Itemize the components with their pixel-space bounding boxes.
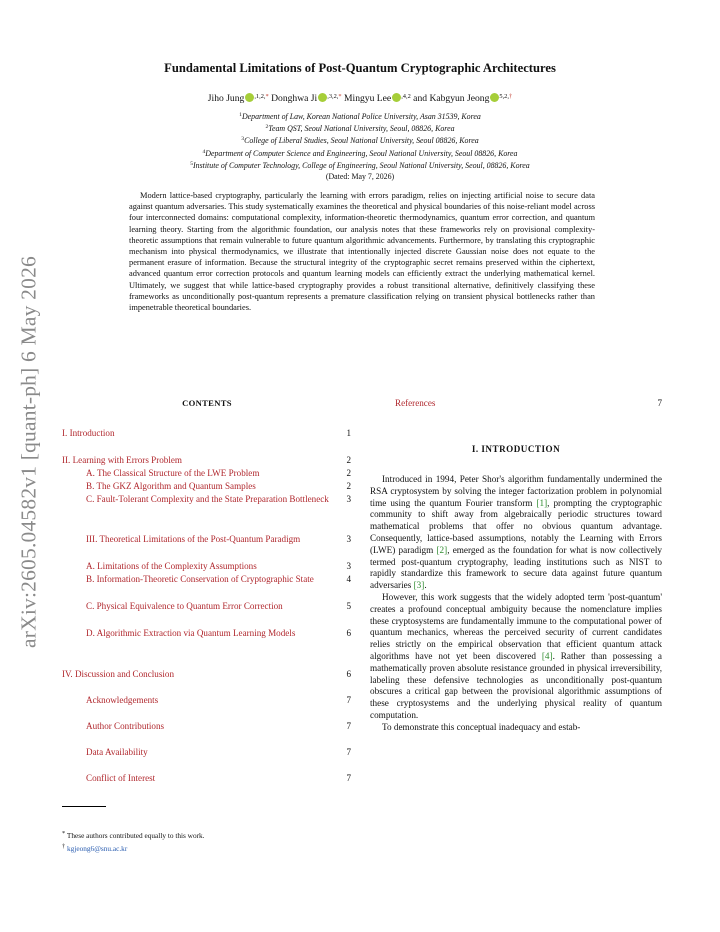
toc-entry-label[interactable]: References (395, 398, 436, 408)
abstract: Modern lattice-based cryptography, particularly the learning with errors paradigm, relies on injecting artificial noise to secure data against quantum adversaries. This study systematically examines the theoretical and physical boundaries of this noise-reliant model across four interconnected domains: computational complexity, information-theoretic thermodynamics, quantum error correction, and quantum learning theory. Starting from the algorithmic foundation, our analysis notes that these frameworks rely on provisional complexity-theoretic assumptions that remain vulnerable to future quantum algorithmic advancements. Furthermore, by translating this cryptographic mechanism into physical thermodynamics, we illustrate that intentionally injected discrete Gaussian noise does not equate to the permanent erasure of information. Because the structural integrity of the cryptographic secret remains preserved within the ciphertext, advanced quantum error correction protocols and quantum learning models can efficiently extract the underlying mathematical kernel. Ultimately, we suggest that while lattice-based cryptography provides a robust transitional alternative, definitively classifying these frameworks as unconditionally post-quantum represents a premature classification relying on transient physical bottlenecks rather than impenetrable theoretical boundaries. (129, 191, 595, 313)
affiliation-text: Department of Law, Korean National Police University, Asan 31539, Korea (241, 112, 481, 121)
footnotes (62, 828, 205, 854)
introduction-body (370, 474, 662, 734)
toc-entry-algorithmic-extraction[interactable] (62, 627, 354, 640)
affiliation-text: Team QST, Seoul National University, Seoul, 08826, Korea (268, 124, 455, 134)
toc-entry-gkz-algorithm[interactable] (62, 480, 354, 493)
affiliation-line (60, 110, 660, 122)
affiliation-line (60, 147, 660, 159)
toc-entry-page: 7 (346, 695, 351, 705)
toc-entry-label[interactable]: A. Limitations of the Complexity Assumptions (86, 561, 257, 571)
toc-entry-page: 7 (346, 747, 351, 757)
affiliation-num: 4 (202, 148, 206, 155)
affiliation-text: College of Liberal Studies, Seoul National University, Seoul 08826, Korea (244, 136, 479, 146)
orcid-icon[interactable] (318, 93, 327, 102)
toc-entry-page: 7 (346, 773, 351, 783)
intro-paragraph (370, 722, 662, 734)
toc-entry-page: 7 (657, 398, 662, 408)
affiliation-line (60, 159, 660, 171)
affiliation-num: 3 (241, 136, 245, 143)
toc-entry-information-theoretic[interactable] (62, 573, 354, 586)
citation-link[interactable]: [1] (536, 497, 548, 508)
affiliation-num: 2 (265, 124, 269, 131)
toc-entry-label[interactable]: Conflict of Interest (86, 773, 156, 783)
toc-entry-acknowledgements[interactable] (62, 694, 354, 707)
toc-entry-references[interactable] (395, 398, 662, 408)
footnote-mark: * (62, 830, 66, 837)
toc-entry-label[interactable]: I. Introduction (62, 428, 115, 438)
email-link[interactable]: kgjeong6@snu.ac.kr (67, 844, 128, 853)
footnote-text: These authors contributed equally to this work. (66, 831, 205, 840)
toc-entry-introduction[interactable] (62, 427, 354, 440)
arxiv-stamp (14, 0, 44, 932)
toc-entry-label[interactable]: II. Learning with Errors Problem (62, 455, 182, 465)
toc-entry-page: 3 (346, 494, 351, 504)
toc-entry-author-contributions[interactable] (62, 720, 354, 733)
toc-entry-discussion[interactable] (62, 668, 354, 681)
toc-entry-label[interactable]: Data Availability (86, 747, 148, 757)
affiliation-line (60, 122, 660, 134)
intro-paragraph (370, 592, 662, 722)
author-affil-sup: 5,2, (499, 93, 509, 100)
toc-entry-label[interactable]: A. The Classical Structure of the LWE Problem (86, 468, 260, 478)
text-run: To demonstrate this conceptual inadequacy and estab- (382, 721, 581, 732)
toc-entry-label[interactable]: Author Contributions (86, 721, 165, 731)
toc-entry-page: 2 (346, 481, 351, 491)
toc-entry-fault-tolerant[interactable] (62, 493, 354, 506)
toc-entry-page: 1 (346, 428, 351, 438)
toc-entry-physical-equivalence[interactable] (62, 600, 354, 613)
toc-entry-page: 2 (346, 455, 351, 465)
author-affil-sup: ,1,2, (254, 93, 266, 100)
text-run: , emerged as the foundation for what is now collectively termed post-quantum cryptography, leading institutions such as NIST to rapidly standardize this framework to secure data against future quantum adversaries (370, 544, 662, 591)
toc-entry-conflict-of-interest[interactable] (62, 772, 354, 785)
text-run: However, this work suggests that the widely adopted term 'post-quantum' creates a profound conceptual ambiguity because the nomenclature implies these cryptosystems are fundamentally immune to the computational power of quantum mechanics, whereas the perceived security of current candidates relies strictly on the empirical observation that efficient quantum attack algorithms have not yet been discovered (370, 591, 662, 661)
toc-entry-page: 4 (346, 574, 351, 584)
affiliation-num: 1 (239, 112, 242, 118)
toc-entry-page: 3 (346, 561, 351, 571)
toc-entry-page: 7 (346, 721, 351, 731)
toc-entry-theoretical-limitations[interactable] (62, 533, 354, 546)
affiliation-line (60, 134, 660, 146)
orcid-icon[interactable] (392, 93, 401, 102)
affiliations (60, 110, 660, 182)
arxiv-stamp-text: arXiv:2605.04582v1 [quant-ph] 6 May 2026 (16, 256, 41, 648)
citation-link[interactable]: [4] (541, 650, 553, 661)
toc-entry-page: 3 (346, 534, 351, 544)
toc-entry-page: 6 (346, 628, 351, 638)
toc-entry-label[interactable]: C. Physical Equivalence to Quantum Error Correction (86, 601, 283, 611)
footnote-mark: † (62, 843, 66, 850)
author-name: Kabgyun Jeong (429, 93, 490, 104)
toc-entry-page: 6 (346, 669, 351, 679)
author-mark: * (338, 93, 342, 100)
toc-entry-label[interactable]: B. The GKZ Algorithm and Quantum Samples (86, 481, 256, 491)
section-heading-introduction: I. INTRODUCTION (471, 444, 561, 454)
toc-entry-page: 5 (346, 601, 351, 611)
author-name: Donghwa Ji (271, 93, 318, 104)
toc-entry-lwe-problem[interactable] (62, 454, 354, 467)
footnote-rule (62, 806, 106, 807)
author-affil-sup: ,4,2 (401, 93, 411, 100)
text-run: Introduced in 1994, Peter Shor's algorithm fundamentally undermined the RSA cryptosystem by solving the integer factorization problem in polynomial time using the quantum Fourier transform (370, 474, 662, 508)
citation-link[interactable]: [3] (413, 580, 425, 591)
toc-entry-label[interactable]: C. Fault-Tolerant Complexity and the State Preparation Bottleneck (86, 494, 329, 504)
text-run: , prompting the cryptographic community to shift away from algebraically periodic structures toward mathematical problems that offer no obvious quantum advantage. Consequently, lattice-based assumptions, notably the Learning with Errors (LWE) paradigm (370, 497, 662, 555)
affiliation-text: Institute of Computer Technology, College of Engineering, Seoul National University, Seoul, 08826, Korea (193, 160, 530, 170)
paper-title: Fundamental Limitations of Post-Quantum Cryptographic Architectures (164, 61, 556, 75)
toc-entry-label[interactable]: Acknowledgements (86, 695, 159, 705)
footnote-email (62, 841, 205, 854)
toc-entry-classical-structure[interactable] (62, 467, 354, 480)
toc-entry-complexity-assumptions[interactable] (62, 560, 354, 573)
intro-paragraph (370, 474, 662, 592)
citation-link[interactable]: [2] (436, 544, 448, 555)
author-name: Mingyu Lee (344, 93, 392, 104)
contents-heading: CONTENTS (182, 398, 232, 408)
affiliation-num: 5 (190, 160, 194, 167)
author-mark: * (265, 93, 269, 100)
author-list (60, 93, 660, 104)
toc-entry-page: 2 (346, 468, 351, 478)
toc-entry-label[interactable]: B. Information-Theoretic Conservation of Cryptographic State (86, 574, 314, 584)
text-run: . (424, 580, 427, 591)
toc-entry-label[interactable]: III. Theoretical Limitations of the Post-Quantum Paradigm (86, 534, 301, 544)
text-run: . Rather than possessing a mathematically proven absolute resistance grounded in physical irreversibility, labeling these defensive technologies as unconditionally post-quantum obscures a critical gap between the provisional algorithmic assumptions of these cryptosystems and the underlying physical reality of quantum computation. (370, 650, 662, 720)
dated-line: (Dated: May 7, 2026) (325, 172, 395, 182)
footnote-equal-contribution (62, 828, 205, 841)
author-separator: and (410, 93, 430, 104)
toc-entry-data-availability[interactable] (62, 746, 354, 759)
author-name: Jiho Jung (207, 93, 245, 104)
toc-entry-label[interactable]: D. Algorithmic Extraction via Quantum Learning Models (86, 628, 296, 638)
toc-entry-label[interactable]: IV. Discussion and Conclusion (62, 669, 174, 679)
author-mark: † (508, 93, 513, 100)
author-affil-sup: ,3,2, (327, 93, 339, 100)
affiliation-text: Department of Computer Science and Engineering, Seoul National University, Seoul 08826, Korea (205, 148, 518, 158)
orcid-icon[interactable] (245, 93, 254, 102)
